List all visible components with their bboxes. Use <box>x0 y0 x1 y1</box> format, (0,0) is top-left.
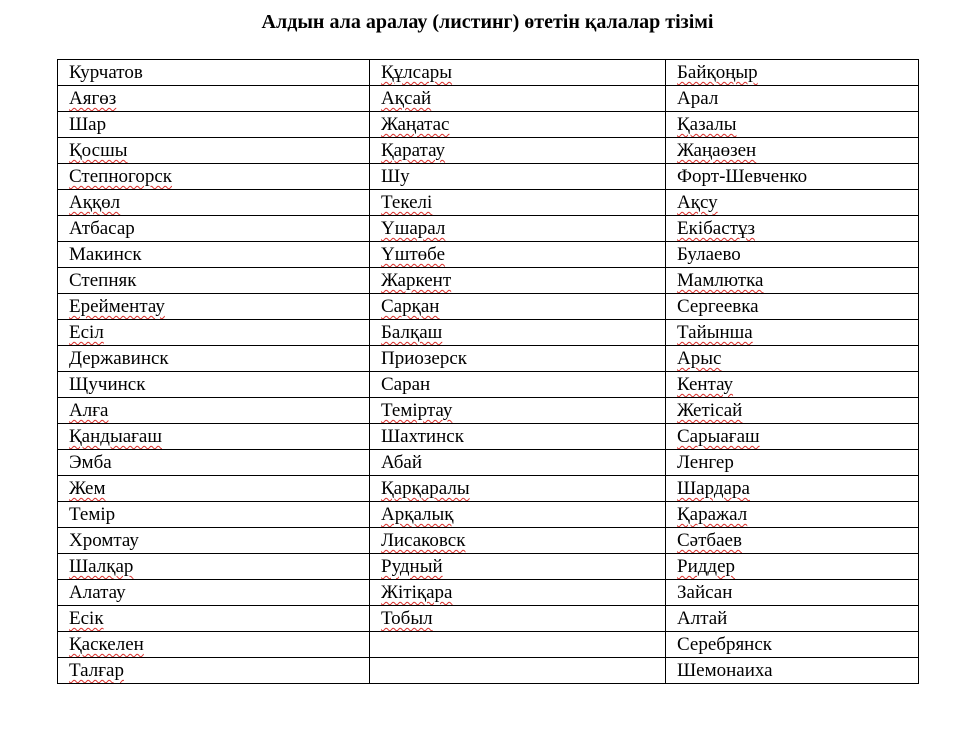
city-name: Рудный <box>381 556 443 577</box>
city-name: Тайынша <box>677 322 753 343</box>
city-name: Жітіқара <box>381 582 453 603</box>
city-name: Шу <box>381 166 410 187</box>
table-row <box>58 606 919 632</box>
table-cell <box>370 242 666 268</box>
table-cell <box>370 450 666 476</box>
city-name: Шар <box>69 114 107 135</box>
table-cell <box>58 372 370 398</box>
table-cell <box>666 138 919 164</box>
table-cell <box>58 580 370 606</box>
city-name: Щучинск <box>69 374 146 395</box>
city-name: Приозерск <box>381 348 467 369</box>
table-cell <box>666 476 919 502</box>
table-row <box>58 268 919 294</box>
table-cell <box>666 372 919 398</box>
table-cell <box>58 60 370 86</box>
table-cell <box>58 242 370 268</box>
table-cell <box>370 632 666 658</box>
table-row <box>58 112 919 138</box>
table-cell <box>370 424 666 450</box>
city-name: Алатау <box>69 582 126 603</box>
table-cell <box>370 554 666 580</box>
table-row <box>58 580 919 606</box>
table-row <box>58 216 919 242</box>
table-row <box>58 164 919 190</box>
city-name: Ленгер <box>677 452 734 473</box>
city-name: Үшарал <box>381 218 446 239</box>
table-cell <box>666 632 919 658</box>
table-cell <box>666 502 919 528</box>
city-name: Қандыағаш <box>69 426 162 447</box>
city-name: Аягөз <box>69 88 117 109</box>
city-name: Хромтау <box>69 530 139 551</box>
city-name: Риддер <box>677 556 736 577</box>
table-row <box>58 528 919 554</box>
city-name: Жаңаөзен <box>677 140 757 161</box>
city-name: Ерейментау <box>69 296 165 317</box>
city-name: Қазалы <box>677 114 737 135</box>
city-name: Степняк <box>69 270 137 291</box>
city-name: Арқалық <box>381 504 454 525</box>
table-cell <box>666 580 919 606</box>
table-row <box>58 60 919 86</box>
table-cell <box>370 658 666 684</box>
city-name: Форт-Шевченко <box>677 166 808 187</box>
table-cell <box>370 320 666 346</box>
cities-table-body <box>58 60 919 684</box>
city-name: Степногорск <box>69 166 172 187</box>
table-row <box>58 476 919 502</box>
table-cell <box>370 164 666 190</box>
table-cell <box>370 372 666 398</box>
table-cell <box>666 424 919 450</box>
table-row <box>58 398 919 424</box>
table-cell <box>666 658 919 684</box>
table-cell <box>370 190 666 216</box>
table-cell <box>370 86 666 112</box>
table-cell <box>58 398 370 424</box>
table-cell <box>58 450 370 476</box>
table-cell <box>666 398 919 424</box>
city-name: Серебрянск <box>677 634 773 655</box>
city-name: Державинск <box>69 348 169 369</box>
table-cell <box>666 320 919 346</box>
table-cell <box>58 528 370 554</box>
table-row <box>58 502 919 528</box>
table-row <box>58 138 919 164</box>
table-cell <box>666 450 919 476</box>
table-cell <box>58 138 370 164</box>
table-cell <box>666 190 919 216</box>
table-cell <box>370 346 666 372</box>
city-name: Курчатов <box>69 62 143 83</box>
city-name: Сарыағаш <box>677 426 760 447</box>
city-name: Текелі <box>381 192 433 213</box>
city-name: Үштөбе <box>381 244 446 265</box>
table-cell <box>58 632 370 658</box>
table-cell <box>666 242 919 268</box>
city-name: Байқоңыр <box>677 62 758 83</box>
city-name: Ақсай <box>381 88 432 109</box>
city-name: Саран <box>381 374 431 395</box>
table-row <box>58 190 919 216</box>
table-row <box>58 450 919 476</box>
table-cell <box>666 164 919 190</box>
city-name: Макинск <box>69 244 142 265</box>
table-row <box>58 554 919 580</box>
cities-table <box>57 59 919 684</box>
table-cell <box>370 398 666 424</box>
city-name: Кентау <box>677 374 734 395</box>
city-name: Тобыл <box>381 608 433 629</box>
table-cell <box>58 112 370 138</box>
table-row <box>58 86 919 112</box>
table-cell <box>58 554 370 580</box>
table-row <box>58 242 919 268</box>
city-name: Қаскелен <box>69 634 144 655</box>
table-cell <box>666 112 919 138</box>
table-cell <box>370 528 666 554</box>
table-cell <box>370 216 666 242</box>
table-cell <box>58 216 370 242</box>
table-cell <box>58 424 370 450</box>
city-name: Қаражал <box>677 504 748 525</box>
table-cell <box>58 346 370 372</box>
city-name: Арал <box>677 88 719 109</box>
table-cell <box>370 580 666 606</box>
table-row <box>58 424 919 450</box>
table-cell <box>58 658 370 684</box>
city-name: Алға <box>69 400 109 421</box>
table-cell <box>58 320 370 346</box>
city-name: Ақсу <box>677 192 718 213</box>
table-row <box>58 320 919 346</box>
city-name: Шемонаиха <box>677 660 773 681</box>
city-name: Сәтбаев <box>677 530 742 551</box>
city-name: Темір <box>69 504 116 525</box>
table-cell <box>666 60 919 86</box>
city-name: Қаратау <box>381 140 446 161</box>
table-cell <box>666 216 919 242</box>
city-name: Аққөл <box>69 192 121 213</box>
city-name: Құлсары <box>381 62 453 83</box>
city-name: Алтай <box>677 608 728 629</box>
city-name: Зайсан <box>677 582 733 603</box>
table-cell <box>370 138 666 164</box>
table-cell <box>58 294 370 320</box>
table-cell <box>58 476 370 502</box>
city-name: Мамлютка <box>677 270 764 291</box>
city-name: Абай <box>381 452 423 473</box>
city-name: Қосшы <box>69 140 128 161</box>
table-cell <box>370 60 666 86</box>
table-cell <box>370 502 666 528</box>
table-cell <box>370 294 666 320</box>
city-name: Балқаш <box>381 322 443 343</box>
table-cell <box>58 502 370 528</box>
table-row <box>58 632 919 658</box>
city-name: Шахтинск <box>381 426 464 447</box>
table-row <box>58 658 919 684</box>
table-cell <box>666 294 919 320</box>
table-cell <box>666 606 919 632</box>
table-cell <box>58 190 370 216</box>
city-name: Арыс <box>677 348 722 369</box>
table-cell <box>58 86 370 112</box>
table-row <box>58 372 919 398</box>
table-cell <box>58 268 370 294</box>
table-row <box>58 346 919 372</box>
city-name: Шалқар <box>69 556 134 577</box>
city-name: Сергеевка <box>677 296 759 317</box>
city-name: Есіл <box>69 322 104 343</box>
city-name: Қарқаралы <box>381 478 470 499</box>
city-name: Жаңатас <box>381 114 450 135</box>
table-cell <box>666 346 919 372</box>
city-name: Жетісай <box>677 400 743 421</box>
city-name: Лисаковск <box>381 530 466 551</box>
city-name: Жаркент <box>381 270 452 291</box>
table-cell <box>666 268 919 294</box>
city-name: Есік <box>69 608 104 629</box>
city-name: Жем <box>69 478 106 499</box>
city-name: Эмба <box>69 452 112 473</box>
table-cell <box>666 554 919 580</box>
table-cell <box>58 164 370 190</box>
city-name: Талғар <box>69 660 124 681</box>
city-name: Теміртау <box>381 400 453 421</box>
table-cell <box>58 606 370 632</box>
table-cell <box>666 528 919 554</box>
table-row <box>58 294 919 320</box>
document-title: Алдын ала аралау (листинг) өтетін қалалар тізімі <box>261 11 714 33</box>
table-cell <box>370 112 666 138</box>
city-name: Атбасар <box>69 218 135 239</box>
city-name: Шардара <box>677 478 750 499</box>
table-cell <box>666 86 919 112</box>
city-name: Сарқан <box>381 296 440 317</box>
table-cell <box>370 606 666 632</box>
city-name: Булаево <box>677 244 741 265</box>
city-name: Екібастұз <box>677 218 755 239</box>
table-cell <box>370 476 666 502</box>
table-cell <box>370 268 666 294</box>
